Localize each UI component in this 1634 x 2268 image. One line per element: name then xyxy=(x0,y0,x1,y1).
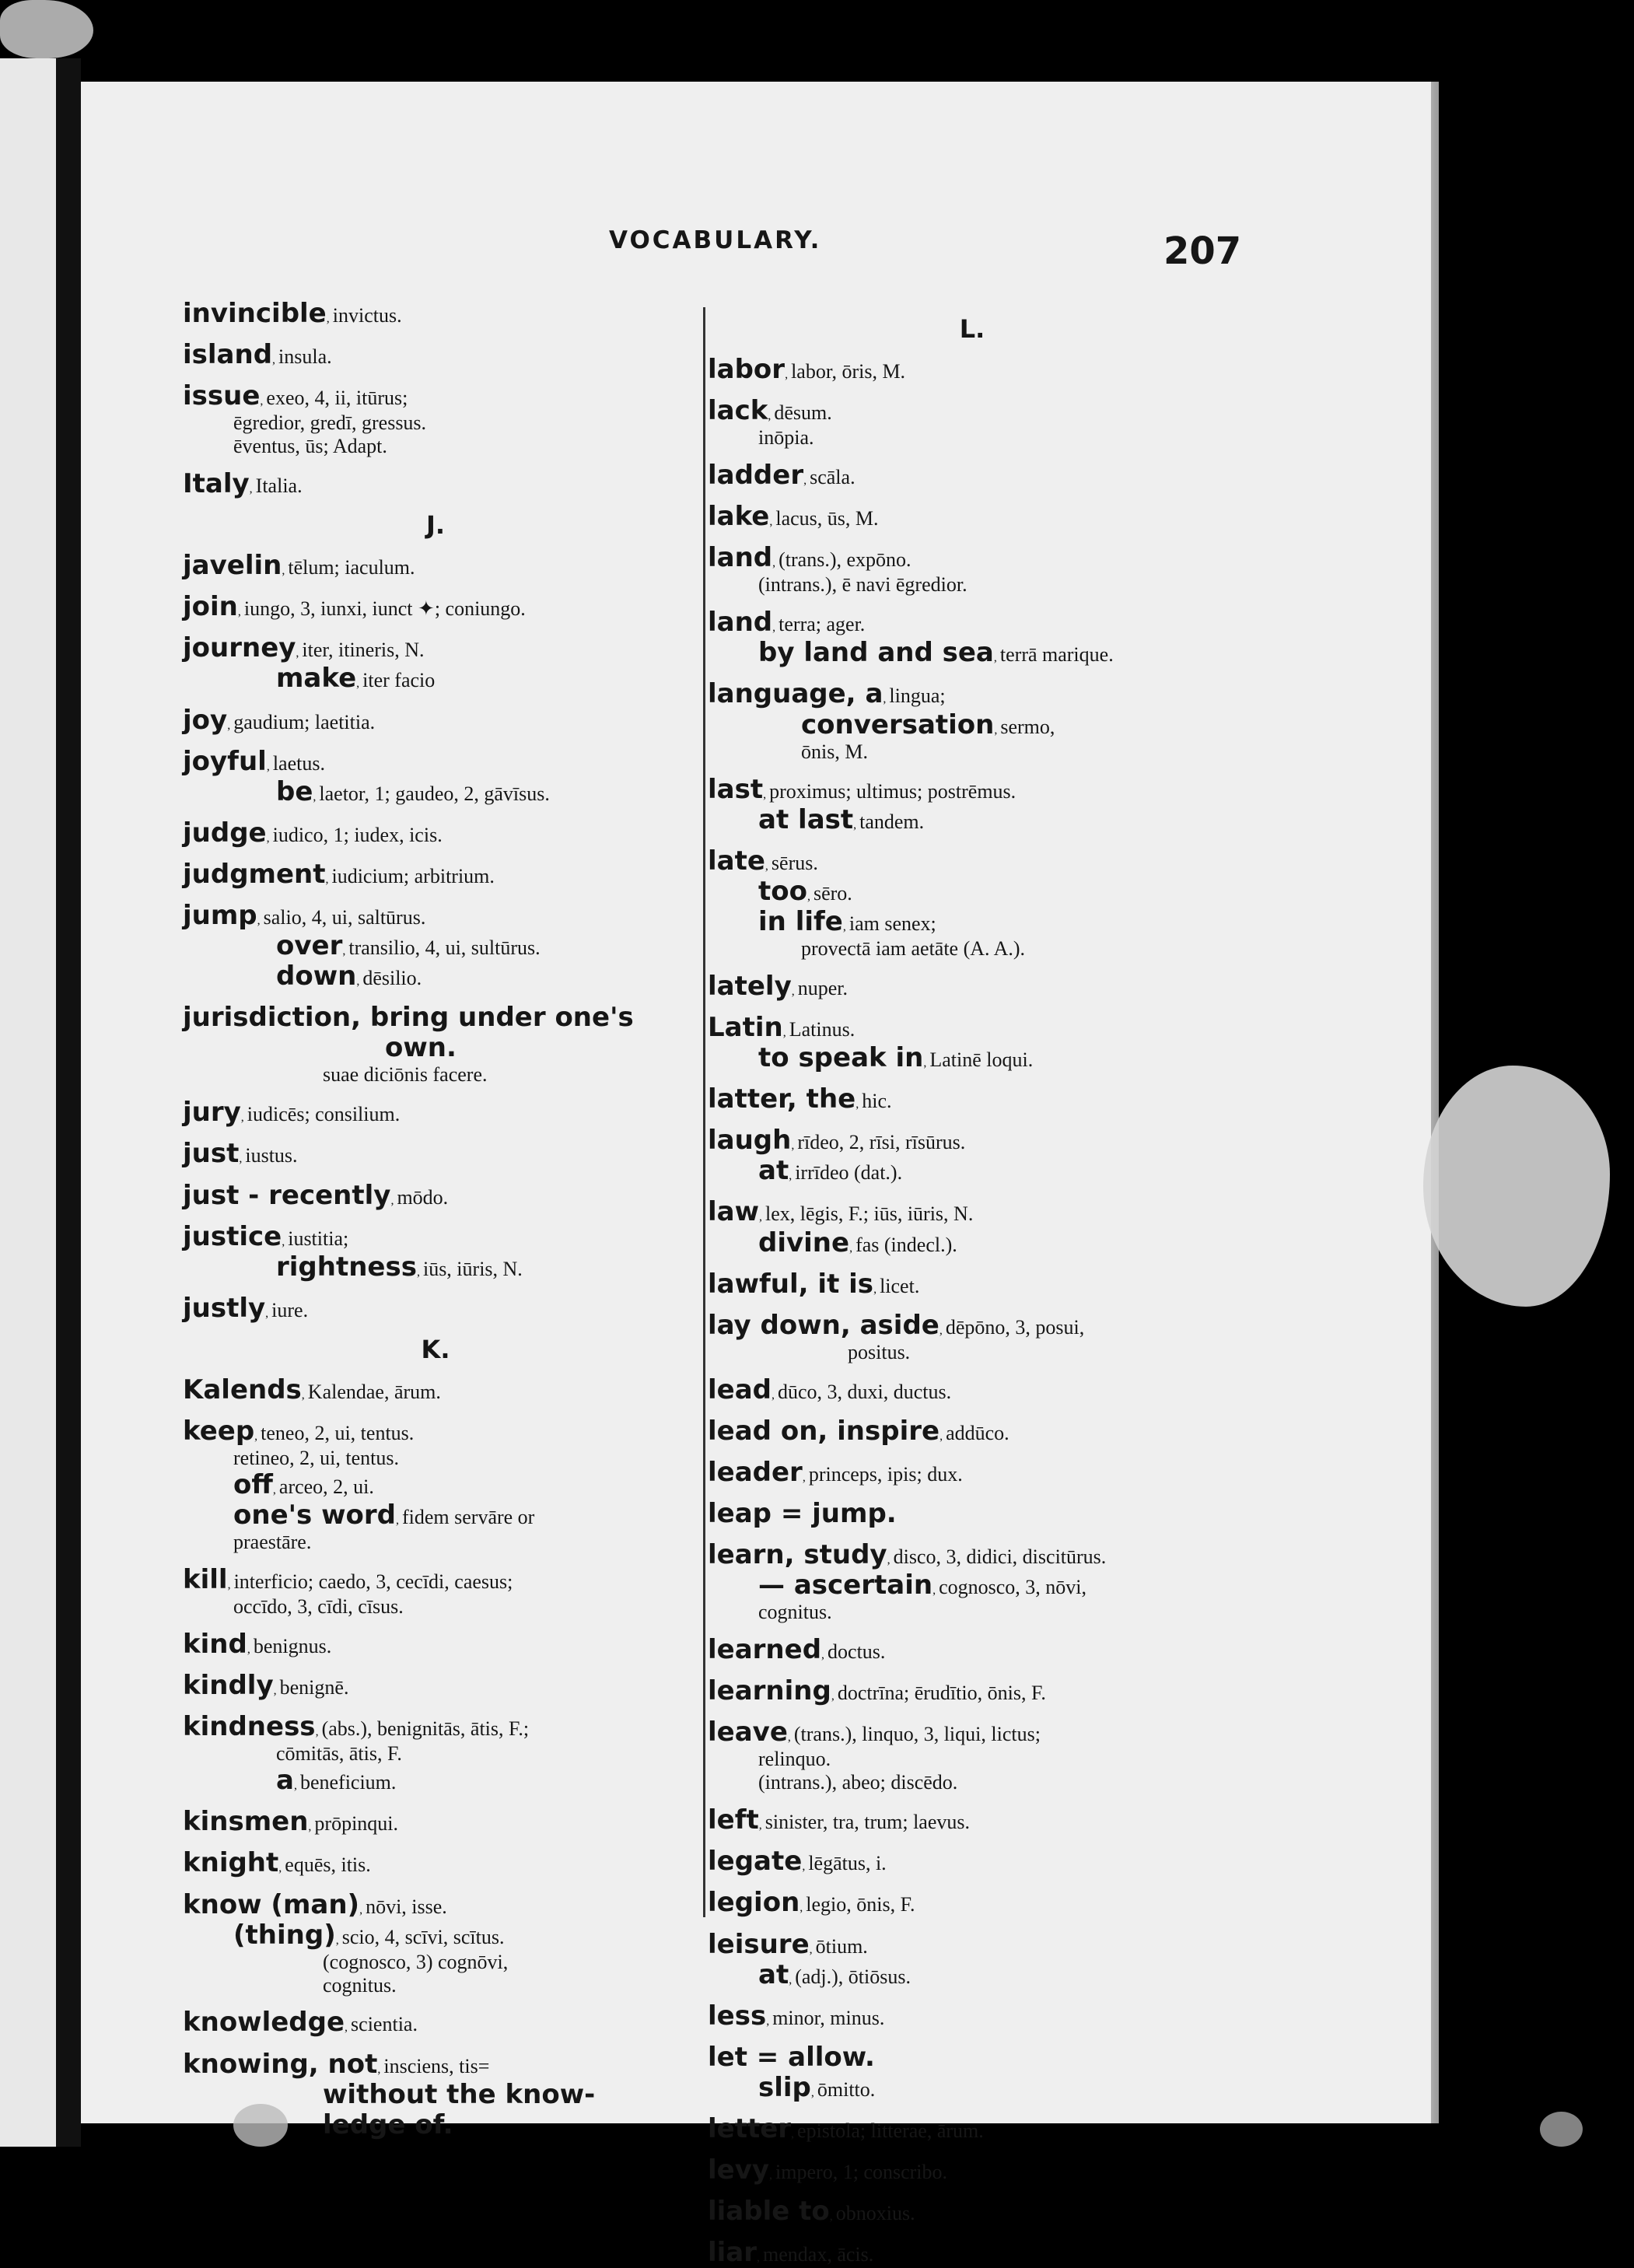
vocab-entry: letter, epistola; litterae, ārum. xyxy=(708,2112,984,2144)
headword: knowledge xyxy=(183,2007,345,2039)
latin-translation: (trans.), expōno. xyxy=(779,548,911,572)
headword: join xyxy=(183,591,238,623)
headword: Kalends xyxy=(183,1374,302,1405)
latin-translation: irrīdeo (dat.). xyxy=(795,1161,903,1185)
latin-translation: (cognosco, 3) cognōvi, xyxy=(323,1950,509,1973)
vocab-entry: kindness, (abs.), benignitās, ātis, F.; xyxy=(183,1711,530,1743)
latin-translation: insula. xyxy=(278,345,332,369)
latin-translation: provectā iam aetāte (A. A.). xyxy=(801,936,1026,960)
vocab-entry: liar, mendax, ācis. xyxy=(708,2237,874,2268)
latin-translation: iūs, iūris, N. xyxy=(422,1257,523,1280)
vocab-entry xyxy=(183,1003,688,1033)
latin-translation: beneficium. xyxy=(299,1771,397,1794)
section-letter: L. xyxy=(959,314,985,344)
headword: letter xyxy=(708,2112,792,2144)
latin-translation: transilio, 4, ui, sultūrus. xyxy=(348,936,541,960)
vocab-entry: learn, study, disco, 3, didici, discitūrus. xyxy=(708,1539,1107,1571)
headword: land xyxy=(708,542,773,574)
latin-translation: iustus. xyxy=(245,1144,298,1167)
headword: island xyxy=(183,339,273,371)
vocab-entry: invincible, invictus. xyxy=(183,298,402,329)
latin-translation: salio, 4, ui, saltūrus. xyxy=(263,906,426,929)
headword: down xyxy=(276,961,357,992)
vocab-subentry: over, transilio, 4, ui, sultūrus. xyxy=(276,930,541,962)
vocab-entry: lawful, it is, licet. xyxy=(708,1268,920,1300)
headword: jurisdiction, bring under one's xyxy=(183,1002,634,1034)
latin-translation: lex, lēgis, F.; iūs, iūris, N. xyxy=(765,1202,974,1226)
vocab-subentry: a, beneficium. xyxy=(276,1765,397,1797)
headword: lately xyxy=(708,970,792,1002)
headword: learning xyxy=(708,1675,831,1707)
latin-translation: dēsum. xyxy=(774,401,832,425)
vocab-subentry: slip, ōmitto. xyxy=(758,2071,876,2103)
latin-translation: (abs.), benignitās, ātis, F.; xyxy=(321,1717,530,1741)
vocab-entry: jump, salio, 4, ui, saltūrus. xyxy=(183,900,426,931)
headword: to speak in xyxy=(758,1042,924,1074)
latin-translation: iter facio xyxy=(362,669,436,692)
vocab-subentry xyxy=(708,1771,1237,1794)
vocab-subentry: conversation, sermo, xyxy=(801,709,1055,740)
latin-translation: epistola; litterae, ārum. xyxy=(797,2119,984,2142)
latin-translation: suae diciōnis facere. xyxy=(323,1063,488,1087)
headword: by land and sea xyxy=(758,637,994,669)
latin-translation: equēs, itis. xyxy=(285,1853,371,1877)
latin-translation: terra; ager. xyxy=(779,613,866,636)
latin-translation: ōtium. xyxy=(815,1934,868,1958)
vocab-subentry: be, laetor, 1; gaudeo, 2, gāvīsus. xyxy=(276,775,550,807)
latin-translation: dūco, 3, duxi, ductus. xyxy=(778,1380,952,1403)
section-letter: J. xyxy=(425,510,446,541)
headword: — ascertain xyxy=(758,1570,933,1601)
headword: learn, study xyxy=(708,1539,887,1571)
headword: kind xyxy=(183,1629,247,1661)
vocab-entry: lay down, aside, dēpōno, 3, posui, xyxy=(708,1309,1085,1341)
headword: labor xyxy=(708,354,786,385)
vocab-subentry: at last, tandem. xyxy=(758,803,925,835)
vocab-entry: late, sērus. xyxy=(708,845,818,877)
latin-translation: hic. xyxy=(862,1090,892,1113)
headword: one's word xyxy=(233,1500,396,1531)
vocab-entry: Kalends, Kalendae, ārum. xyxy=(183,1374,441,1405)
headword: leader xyxy=(708,1456,803,1488)
headword: levy xyxy=(708,2154,770,2186)
latin-translation: lacus, ūs, M. xyxy=(775,507,879,530)
headword: knight xyxy=(183,1847,279,1879)
latin-translation: tandem. xyxy=(859,810,925,833)
latin-translation: occīdo, 3, cīdi, cīsus. xyxy=(233,1595,404,1619)
vocab-entry: kindly, benignē. xyxy=(183,1670,349,1702)
vocab-entry: joy, gaudium; laetitia. xyxy=(183,704,376,736)
headword: Latin xyxy=(708,1011,783,1043)
headword: lead on, inspire xyxy=(708,1415,940,1447)
latin-translation: iustitia; xyxy=(288,1227,349,1250)
latin-translation: iam senex; xyxy=(848,912,936,935)
vocab-entry: journey, iter, itineris, N. xyxy=(183,632,425,664)
vocab-entry: know (man), nōvi, isse. xyxy=(183,1888,447,1920)
latin-translation: gaudium; laetitia. xyxy=(233,710,376,733)
running-header: VOCABULARY. xyxy=(609,226,822,254)
vocab-subentry xyxy=(183,1742,688,1766)
latin-translation: sermo, xyxy=(1000,715,1055,738)
latin-translation: interficio; caedo, 3, cecīdi, caesus; xyxy=(233,1570,513,1594)
latin-translation: (adj.), ōtiōsus. xyxy=(795,1965,911,1988)
latin-translation: retineo, 2, ui, tentus. xyxy=(233,1447,400,1470)
latin-translation: relinquo. xyxy=(758,1748,831,1771)
vocab-subentry xyxy=(708,1341,1237,1364)
latin-translation: terrā marique. xyxy=(999,643,1114,667)
page-number: 207 xyxy=(1163,229,1242,273)
vocab-entry: kind, benignus. xyxy=(183,1629,332,1661)
headword: law xyxy=(708,1196,760,1228)
headword: let = allow. xyxy=(708,2041,875,2073)
vocab-entry: learning, doctrīna; ērudītio, ōnis, F. xyxy=(708,1675,1046,1707)
headword: make xyxy=(276,663,357,695)
vocab-entry xyxy=(708,2042,1237,2073)
vocab-entry: javelin, tēlum; iaculum. xyxy=(183,550,415,582)
vocab-subentry: divine, fas (indecl.). xyxy=(758,1227,957,1258)
vocab-entry: leave, (trans.), linquo, 3, liqui, lictus; xyxy=(708,1717,1041,1748)
headword: just - recently xyxy=(183,1179,391,1211)
headword: justly xyxy=(183,1292,266,1324)
vocab-entry: ladder, scāla. xyxy=(708,460,855,492)
vocab-entry: left, sinister, tra, trum; laevus. xyxy=(708,1804,971,1836)
column-divider xyxy=(703,307,705,1917)
headword: language, a xyxy=(708,678,883,710)
vocab-entry: leisure, ōtium. xyxy=(708,1928,868,1960)
headword: journey xyxy=(183,632,296,664)
latin-translation: iudico, 1; iudex, icis. xyxy=(272,823,443,846)
vocab-subentry xyxy=(183,1595,688,1619)
latin-translation: (intrans.), abeo; discēdo. xyxy=(758,1771,958,1794)
vocab-entry: join, iungo, 3, iunxi, iunct ✦; coniungo. xyxy=(183,591,526,623)
headword: jury xyxy=(183,1097,241,1129)
vocab-subentry xyxy=(708,1601,1237,1624)
vocab-subentry: — ascertain, cognosco, 3, nōvi, xyxy=(758,1570,1086,1601)
headword: in life xyxy=(758,905,843,937)
latin-translation: laetus. xyxy=(272,751,325,775)
vocab-subentry: one's word, fidem servāre or xyxy=(233,1500,535,1531)
vocab-entry: Italy, Italia. xyxy=(183,468,303,500)
headword: late xyxy=(708,845,765,877)
headword: land xyxy=(708,607,773,639)
scan-artifact xyxy=(233,2104,288,2147)
latin-translation: scāla. xyxy=(810,466,855,489)
headword: leave xyxy=(708,1717,788,1748)
latin-translation: cognitus. xyxy=(323,1973,397,1997)
latin-translation: laetor, 1; gaudeo, 2, gāvīsus. xyxy=(319,782,550,805)
vocab-entry: just - recently, mōdo. xyxy=(183,1179,449,1211)
latin-translation: scientia. xyxy=(351,2013,418,2036)
scan-left-page-strip xyxy=(0,58,56,2147)
vocab-entry: knight, equēs, itis. xyxy=(183,1847,371,1879)
headword: without the know- xyxy=(323,2078,596,2110)
vocab-subentry xyxy=(183,1531,688,1554)
headword: conversation xyxy=(801,709,995,740)
vocab-subentry: to speak in, Latinē loqui. xyxy=(758,1042,1034,1074)
vocab-subentry: by land and sea, terrā marique. xyxy=(758,637,1114,669)
latin-translation: iungo, 3, iunxi, iunct ✦; coniungo. xyxy=(243,597,526,621)
vocab-entry: knowing, not, insciens, tis= xyxy=(183,2048,490,2080)
latin-translation: doctus. xyxy=(827,1640,886,1664)
headword: left xyxy=(708,1804,759,1836)
vocab-subentry: at, irrīdeo (dat.). xyxy=(758,1155,903,1187)
headword: legate xyxy=(708,1846,803,1878)
headword: a xyxy=(276,1765,294,1797)
headword: leap = jump. xyxy=(708,1497,897,1529)
headword: over xyxy=(276,930,343,962)
vocab-entry: island, insula. xyxy=(183,339,332,371)
vocab-entry: less, minor, minus. xyxy=(708,2000,885,2032)
latin-translation: ōmitto. xyxy=(817,2077,876,2101)
headword: too xyxy=(758,875,807,907)
vocab-entry: land, terra; ager. xyxy=(708,607,866,639)
headword: kinsmen xyxy=(183,1806,309,1838)
latin-translation: invictus. xyxy=(332,304,402,327)
latin-translation: arceo, 2, ui. xyxy=(278,1475,374,1498)
headword: joy xyxy=(183,704,228,736)
vocab-entry: legion, legio, ōnis, F. xyxy=(708,1887,915,1919)
latin-translation: addūco. xyxy=(946,1421,1009,1444)
vocab-subentry: at, (adj.), ōtiōsus. xyxy=(758,1958,911,1990)
headword: own. xyxy=(385,1032,457,1064)
vocab-subentry xyxy=(183,435,688,458)
vocab-entry: knowledge, scientia. xyxy=(183,2007,418,2039)
headword: last xyxy=(708,773,764,805)
headword: (thing) xyxy=(233,1919,336,1951)
headword: judgment xyxy=(183,858,326,890)
vocab-entry: last, proximus; ultimus; postrēmus. xyxy=(708,773,1016,805)
headword: javelin xyxy=(183,550,282,582)
headword: latter, the xyxy=(708,1083,856,1115)
latin-translation: lēgātus, i. xyxy=(808,1852,887,1875)
vocab-subentry: (thing), scio, 4, scīvi, scītus. xyxy=(233,1919,505,1951)
vocab-subentry xyxy=(708,937,1237,961)
latin-translation: sinister, tra, trum; laevus. xyxy=(765,1811,971,1834)
headword: leisure xyxy=(708,1928,810,1960)
vocab-entry: just, iustus. xyxy=(183,1138,298,1170)
headword: just xyxy=(183,1138,240,1170)
latin-translation: (intrans.), ē navi ēgredior. xyxy=(758,573,967,597)
headword: ledge of. xyxy=(323,2109,453,2140)
headword: less xyxy=(708,2000,767,2032)
vocab-entry: justly, iure. xyxy=(183,1292,309,1324)
vocab-entry: lead, dūco, 3, duxi, ductus. xyxy=(708,1374,952,1405)
headword: jump xyxy=(183,900,257,931)
latin-translation: princeps, ipis; dux. xyxy=(808,1462,963,1486)
latin-translation: iter, itineris, N. xyxy=(302,639,425,662)
headword: judge xyxy=(183,817,267,849)
headword: off xyxy=(233,1469,273,1500)
headword: kill xyxy=(183,1564,228,1596)
latin-translation: scio, 4, scīvi, scītus. xyxy=(341,1925,505,1948)
headword: keep xyxy=(183,1416,255,1447)
vocab-subentry xyxy=(183,1974,688,1997)
latin-translation: doctrīna; ērudītio, ōnis, F. xyxy=(837,1682,1046,1705)
vocab-entry: kinsmen, prōpinqui. xyxy=(183,1806,399,1838)
latin-translation: Latinē loqui. xyxy=(929,1048,1034,1072)
vocab-entry: learned, doctus. xyxy=(708,1634,886,1666)
latin-translation: tēlum; iaculum. xyxy=(288,556,415,579)
latin-translation: rīdeo, 2, rīsi, rīsūrus. xyxy=(797,1131,966,1154)
latin-translation: disco, 3, didici, discitūrus. xyxy=(893,1545,1107,1569)
vocab-entry: law, lex, lēgis, F.; iūs, iūris, N. xyxy=(708,1196,974,1228)
vocab-subentry xyxy=(708,426,1237,450)
latin-translation: benignē. xyxy=(279,1676,349,1699)
scan-binding-edge xyxy=(56,58,81,2147)
latin-translation: cōmitās, ātis, F. xyxy=(276,1742,402,1766)
latin-translation: obnoxius. xyxy=(835,2202,915,2225)
vocab-subentry xyxy=(183,411,688,435)
headword: ladder xyxy=(708,460,804,492)
vocab-entry: justice, iustitia; xyxy=(183,1220,349,1252)
vocab-subentry xyxy=(183,1951,688,1974)
vocab-subentry: rightness, iūs, iūris, N. xyxy=(276,1251,523,1283)
headword: divine xyxy=(758,1227,850,1258)
vocab-subentry xyxy=(708,740,1237,764)
vocab-subentry: too, sēro. xyxy=(758,875,852,907)
headword: liable to xyxy=(708,2196,830,2228)
headword: slip xyxy=(758,2071,811,2103)
headword: laugh xyxy=(708,1125,792,1157)
latin-translation: nuper. xyxy=(797,976,848,999)
latin-translation: prōpinqui. xyxy=(314,1812,399,1836)
latin-translation: sēro. xyxy=(813,881,852,905)
latin-translation: insciens, tis= xyxy=(383,2054,490,2077)
latin-translation: fas (indecl.). xyxy=(855,1233,957,1256)
headword: joyful xyxy=(183,745,267,777)
vocab-subentry: make, iter facio xyxy=(276,663,436,695)
headword: knowing, not xyxy=(183,2048,378,2080)
headword: lake xyxy=(708,501,770,533)
vocab-entry: jury, iudicēs; consilium. xyxy=(183,1097,401,1129)
headword: kindly xyxy=(183,1670,274,1702)
headword: be xyxy=(276,775,313,807)
headword: invincible xyxy=(183,298,327,329)
latin-translation: (trans.), linquo, 3, liqui, lictus; xyxy=(793,1723,1041,1746)
latin-translation: labor, ōris, M. xyxy=(791,360,906,383)
vocab-entry: language, a, lingua; xyxy=(708,678,946,710)
vocab-subentry: down, dēsilio. xyxy=(276,961,422,992)
vocab-entry: leader, princeps, ipis; dux. xyxy=(708,1456,963,1488)
latin-translation: nōvi, isse. xyxy=(366,1895,447,1918)
headword: Italy xyxy=(183,468,250,500)
vocab-entry: kill, interficio; caedo, 3, cecīdi, caesus; xyxy=(183,1564,513,1596)
vocab-entry: keep, teneo, 2, ui, tentus. xyxy=(183,1416,415,1447)
latin-translation: praestāre. xyxy=(233,1531,312,1554)
vocab-entry: land, (trans.), expōno. xyxy=(708,542,911,574)
scan-artifact xyxy=(0,0,93,58)
headword: justice xyxy=(183,1220,282,1252)
latin-translation: Kalendae, ārum. xyxy=(307,1380,441,1403)
latin-translation: licet. xyxy=(880,1274,920,1297)
latin-translation: exeo, 4, ii, itūrus; xyxy=(266,387,408,410)
vocab-entry: judge, iudico, 1; iudex, icis. xyxy=(183,817,443,849)
vocab-entry: lately, nuper. xyxy=(708,970,848,1002)
latin-translation: positus. xyxy=(848,1340,911,1363)
vocab-entry: legate, lēgātus, i. xyxy=(708,1846,887,1878)
latin-translation: iudicēs; consilium. xyxy=(247,1103,401,1126)
latin-translation: ōnis, M. xyxy=(801,740,868,763)
vocab-entry: joyful, laetus. xyxy=(183,745,325,777)
section-letter: K. xyxy=(421,1334,450,1364)
latin-translation: dēpōno, 3, posui, xyxy=(945,1315,1085,1339)
vocab-subentry xyxy=(708,573,1237,597)
latin-translation: iudicium; arbitrium. xyxy=(331,864,495,887)
vocab-entry: issue, exeo, 4, ii, itūrus; xyxy=(183,380,408,412)
latin-translation: benignus. xyxy=(253,1635,332,1658)
latin-translation: Italia. xyxy=(255,474,303,498)
headword: lack xyxy=(708,395,768,427)
latin-translation: legio, ōnis, F. xyxy=(806,1893,915,1916)
latin-translation: iure. xyxy=(271,1298,309,1321)
vocab-subentry: in life, iam senex; xyxy=(758,905,936,937)
headword: at xyxy=(758,1155,789,1187)
latin-translation: mōdo. xyxy=(397,1185,449,1209)
left-column xyxy=(183,288,688,2140)
latin-translation: Latinus. xyxy=(789,1017,855,1041)
vocab-entry: lake, lacus, ūs, M. xyxy=(708,501,879,533)
vocab-subentry xyxy=(183,1447,688,1470)
vocab-subentry xyxy=(183,1033,688,1063)
vocab-entry: laugh, rīdeo, 2, rīsi, rīsūrus. xyxy=(708,1125,966,1157)
vocab-entry: Latin, Latinus. xyxy=(708,1011,855,1043)
latin-translation: sērus. xyxy=(771,851,818,874)
latin-translation: ēgredior, gredī, gressus. xyxy=(233,411,427,435)
headword: legion xyxy=(708,1887,800,1919)
headword: issue xyxy=(183,380,261,412)
headword: lay down, aside xyxy=(708,1309,939,1341)
latin-translation: fidem servāre or xyxy=(401,1506,535,1529)
latin-translation: cognitus. xyxy=(758,1601,832,1624)
scan-artifact xyxy=(1540,2112,1583,2147)
vocab-subentry xyxy=(183,1063,688,1087)
headword: at xyxy=(758,1958,789,1990)
headword: at last xyxy=(758,803,854,835)
vocab-entry xyxy=(708,1499,1237,1529)
right-column xyxy=(708,303,1237,2268)
headword: kindness xyxy=(183,1711,316,1743)
headword: rightness xyxy=(276,1251,417,1283)
scan-artifact xyxy=(1423,1066,1610,1307)
headword: lead xyxy=(708,1374,772,1405)
vocab-subentry xyxy=(708,1748,1237,1771)
latin-translation: ēventus, ūs; Adapt. xyxy=(233,435,387,458)
vocab-entry: judgment, iudicium; arbitrium. xyxy=(183,858,495,890)
vocab-entry: labor, labor, ōris, M. xyxy=(708,354,906,385)
vocab-entry: lead on, inspire, addūco. xyxy=(708,1415,1009,1447)
latin-translation: teneo, 2, ui, tentus. xyxy=(261,1422,415,1445)
latin-translation: impero, 1; conscribo. xyxy=(775,2161,947,2184)
headword: liar xyxy=(708,2237,758,2268)
vocab-entry: levy, impero, 1; conscribo. xyxy=(708,2154,947,2186)
latin-translation: mendax, ācis. xyxy=(763,2243,874,2266)
latin-translation: inōpia. xyxy=(758,426,814,450)
vocab-entry: lack, dēsum. xyxy=(708,395,832,427)
vocab-entry: liable to, obnoxius. xyxy=(708,2196,915,2228)
latin-translation: dēsilio. xyxy=(362,967,422,990)
latin-translation: proximus; ultimus; postrēmus. xyxy=(769,779,1016,803)
headword: lawful, it is xyxy=(708,1268,874,1300)
latin-translation: cognosco, 3, nōvi, xyxy=(939,1576,1086,1599)
latin-translation: minor, minus. xyxy=(772,2006,885,2029)
vocab-entry: latter, the, hic. xyxy=(708,1083,892,1115)
headword: know (man) xyxy=(183,1888,360,1920)
headword: learned xyxy=(708,1634,822,1666)
latin-translation: lingua; xyxy=(889,684,946,708)
vocab-subentry: off, arceo, 2, ui. xyxy=(233,1469,374,1500)
